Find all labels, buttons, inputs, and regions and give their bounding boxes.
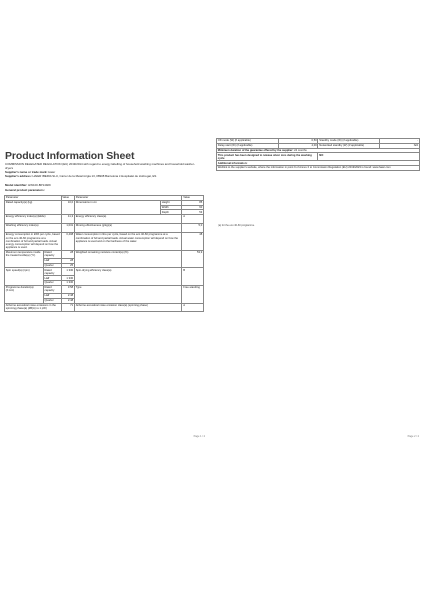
table-row: Depth 53 xyxy=(161,210,203,214)
table-row: Additional information: xyxy=(217,161,420,166)
supplier-name-value: Haier xyxy=(48,170,56,174)
table-row: Quarter 2:48 xyxy=(44,299,74,303)
table-row: Half 28 xyxy=(44,259,74,263)
header-value-2: Value xyxy=(182,196,204,201)
table-row: Washing efficiency index(a) 1,031 Rinsing effectiveness (g/kg)(a) 5,0 xyxy=(5,224,204,233)
table-row: Spin speed(a) (rpm) Rated capacity 1 330 Spin-drying efficiency class(a) B xyxy=(5,268,204,276)
info-sheet-page-2 xyxy=(216,131,421,440)
table-row: Half 1 330 xyxy=(44,276,74,280)
supplier-address-value: HAIER IBERIA SLU, Carrer de la Metal·lúrgia 13, 08908 Barcelona L'Hospitalet de Llobregat, ES xyxy=(32,174,157,178)
table-row: Quarter 1 330 xyxy=(44,281,74,285)
info-sheet-page-1 xyxy=(2,131,207,440)
supplier-address-label: Supplier's address: xyxy=(5,174,32,178)
header-value: Value xyxy=(61,196,74,201)
footnote: (a) for the eco 40-60 programme. xyxy=(218,224,255,227)
table-row: Maximum temperature inside the treated textile(a) (°C) Rated capacity 28 Weighted remaining moisture content(a) (%) 53,9 xyxy=(5,250,204,258)
parameters-table xyxy=(4,195,204,312)
table-row: Energy efficiency index(a) (EEIw) 41,3 Energy efficiency class(a) A xyxy=(5,215,204,224)
power-table xyxy=(216,138,420,171)
table-row: Quarter 25 xyxy=(44,263,74,267)
table-row: Airborne acoustical noise emissions in the spinning phase(a) (dB(A) re 1 pW) 71 Airborne acoustical noise emission class(a) (spinning phase) A xyxy=(5,303,204,311)
page-number: Page 1 / 2 xyxy=(193,435,205,438)
table-row: Half 2:48 xyxy=(44,294,74,298)
table-row: Delay start (W) (if applicable) 4,00 Networked standby (W) (if applicable) N/A xyxy=(217,144,419,148)
table-row: Energy consumption in kWh per cycle, based on the eco 40-60 programme at a combination of full and partial loads. Actual energy consumption will depend on how the appliance is used. 0,408 Water consumption in litre per cycle, based on the eco 40-60 programme at a combination of full and partial loads. Actual water consumption will depend on how the appliance is used and on the hardness of the water. 48 xyxy=(5,233,203,250)
table-row: Rated capacity(a) (kg) 10,0 Dimensions in cm Height 85 xyxy=(5,200,204,205)
table-row: Off-mode (W) (if applicable) 0,50 Standby mode (W) (if applicable) - xyxy=(217,139,419,143)
table-row: Width 60 xyxy=(161,205,203,209)
supplier-address-row xyxy=(5,175,201,179)
supplier-name-label: Supplier's name or trade mark: xyxy=(5,170,48,174)
table-row: This product has been designed to release silver ions during the washing cycle NO xyxy=(217,153,420,161)
general-parameters-label: General product parameters: xyxy=(5,188,45,192)
guarantee-row: Minimum duration of the guarantee offered by the supplier: 24 months xyxy=(217,148,420,153)
header-parameter-2: Parameter xyxy=(74,196,182,201)
model-label: Model identifier: xyxy=(5,183,28,187)
page-number: Page 2 / 2 xyxy=(407,435,419,438)
model-value: HW100-BP14929 xyxy=(28,183,51,187)
regulation-text: COMMISSION DELEGATED REGULATION (EU) 2019/2014 with regard to energy labelling of household washing machines and household washer-dryers xyxy=(5,162,195,170)
table-row: Weblink to the supplier's website, where the information in point 9 of Annex II to Commission Regulation (EU) 2019/2023 is found: www.haier.com xyxy=(217,166,420,171)
header-parameter: Parameter xyxy=(5,196,62,201)
page-title: Product Information Sheet xyxy=(5,150,135,162)
table-row: Programme duration(a) (h:min) Rated capacity 3:58 Type Free-standing xyxy=(5,285,204,293)
